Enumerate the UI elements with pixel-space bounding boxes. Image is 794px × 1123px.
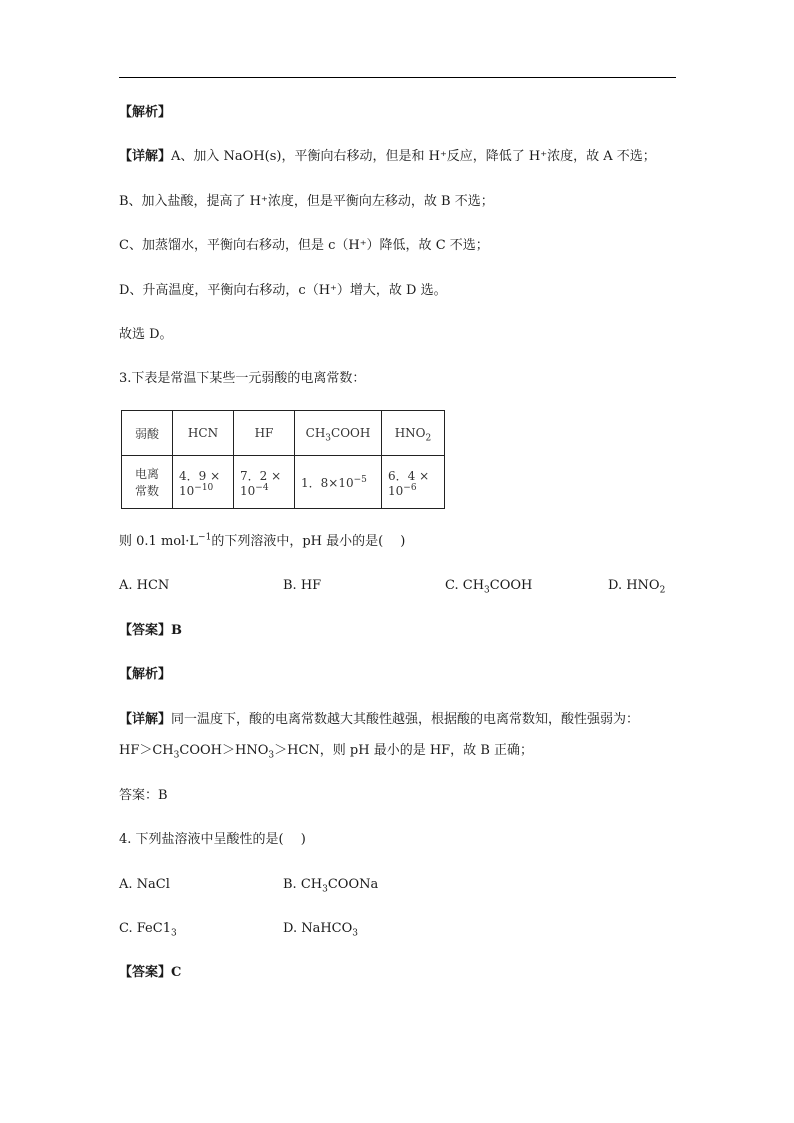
detail-line-a <box>119 148 656 166</box>
table-acid-hf: HF <box>234 411 295 456</box>
table-header-label: 弱酸 <box>122 411 173 456</box>
q3-option-a: A. HCN <box>119 578 170 593</box>
q3-analysis-heading: 【解析】 <box>119 667 172 682</box>
q4-option-a: A. NaCl <box>119 877 170 892</box>
ka-hf: 7．2 × $10^{-4}$ <box>234 456 295 509</box>
ka-hcn: 4．9 × $10^{-10}$ <box>173 456 234 509</box>
question-3-ask: 则 0.1 $mol\cdot L^{-1}$的下列溶液中，pH 最小的是( ) <box>119 532 406 549</box>
q4-option-c: C. $FeC1_3$ <box>119 921 177 939</box>
detail-line-b: B、加入盐酸，提高了 H⁺浓度，但是平衡向左移动，故 B 不选； <box>119 194 494 209</box>
question-4-stem: 4. 下列盐溶液中呈酸性的是( ) <box>119 832 306 847</box>
detail-line-d: D、升高温度，平衡向右移动，c（H⁺）增大，故 D 选。 <box>119 283 447 298</box>
q4-option-d: D. NaHCO$_3$ <box>283 921 359 939</box>
ka-ch3cooh: 1．$8\times 10^{-5}$ <box>295 456 382 509</box>
q3-answer: 【答案】B <box>119 623 182 638</box>
analysis-heading: 【解析】 <box>119 105 172 120</box>
table-acid-ch3cooh: $CH_3COOH$ <box>295 411 382 456</box>
detail-text-a: A、加入 NaOH(s)，平衡向右移动，但是和 H⁺反应，降低了 H⁺浓度，故 A 不选； <box>171 149 656 164</box>
detail-line-c: C、加蒸馏水，平衡向右移动，但是 c（H⁺）降低，故 C 不选； <box>119 238 489 253</box>
question-3-stem: 3.下表是常温下某些一元弱酸的电离常数： <box>119 371 366 386</box>
table-acid-hno2: $HNO_2$ <box>382 411 445 456</box>
detail-label: 【详解】 <box>119 149 172 164</box>
ionization-constant-table <box>121 410 445 509</box>
q3-option-d: D. $HNO_2$ <box>608 578 666 596</box>
q3-final-answer: 答案：B <box>119 788 168 803</box>
table-acid-hcn: HCN <box>173 411 234 456</box>
q3-detail-line-1: 【详解】同一温度下，酸的电离常数越大其酸性越强，根据酸的电离常数知，酸性强弱为： <box>119 712 640 727</box>
table-row-label: 电离 常数 <box>122 456 173 509</box>
q3-option-b: B. HF <box>283 578 322 593</box>
q3-detail-line-2: $HF>CH_3COOH>HNO_3>HCN$，则 pH 最小的是 HF，故 B 正确； <box>119 743 533 761</box>
ka-hno2: 6．4 × $10^{-6}$ <box>382 456 445 509</box>
header-rule <box>119 77 676 78</box>
q4-option-b: B. $CH_3COONa$ <box>283 877 379 895</box>
q3-option-c: C. $CH_3COOH$ <box>445 578 533 596</box>
q4-answer: 【答案】C <box>119 965 182 980</box>
choose-d-line: 故选 D。 <box>119 327 173 342</box>
